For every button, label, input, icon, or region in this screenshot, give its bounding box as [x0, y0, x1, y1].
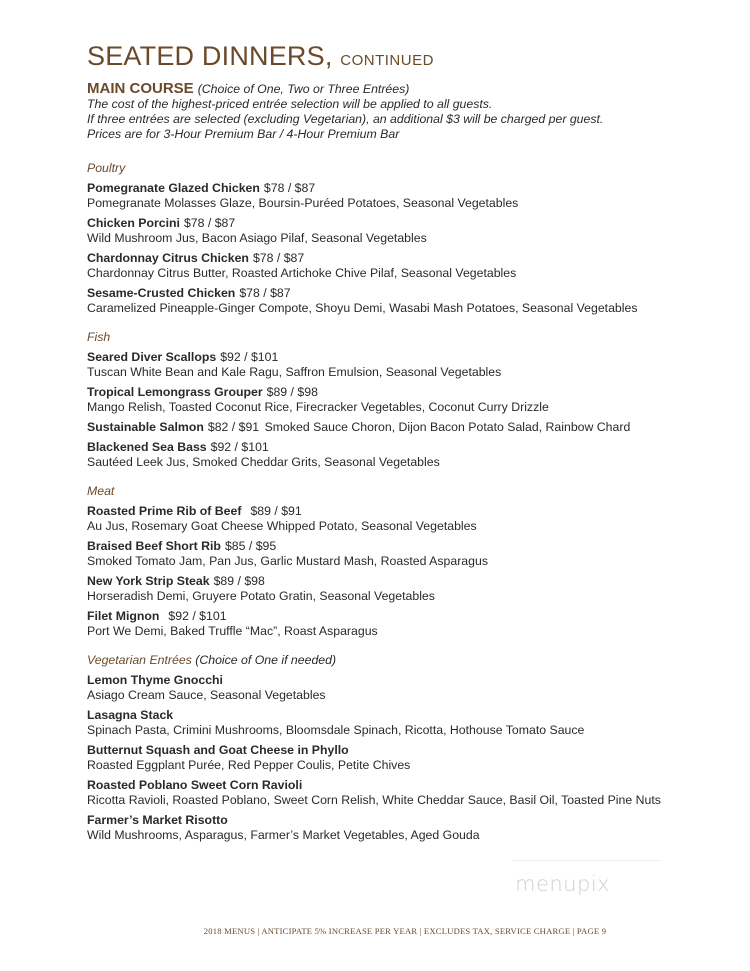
item-price: $92 / $101	[210, 440, 269, 454]
item-price: $78 / $87	[183, 216, 236, 230]
watermark-divider	[512, 860, 662, 861]
intro-line: If three entrées are selected (excluding Vegetarian), an additional $3 will be charged per guest.	[87, 112, 604, 126]
item-price: $89 / $98	[213, 574, 265, 588]
item-description: Smoked Tomato Jam, Pan Jus, Garlic Mustard Mash, Roasted Asparagus	[87, 554, 488, 568]
page-title	[87, 40, 687, 77]
intro-line: Prices are for 3-Hour Premium Bar / 4-Hour Premium Bar	[87, 127, 400, 141]
main-course-heading	[87, 81, 687, 97]
item-price: $78 / $87	[252, 251, 305, 265]
watermark-logo: menupix	[515, 872, 611, 896]
menu-item	[87, 420, 687, 435]
item-description: Pomegranate Molasses Glaze, Boursin-Puréed Potatoes, Seasonal Vegetables	[87, 196, 519, 210]
item-description: Mango Relish, Toasted Coconut Rice, Firecracker Vegetables, Coconut Curry Drizzle	[87, 400, 549, 414]
item-price: $92 / $101	[168, 609, 227, 623]
menu-item	[87, 574, 687, 604]
section-heading-label: Vegetarian Entrées	[87, 653, 192, 667]
item-price: $92 / $101	[220, 350, 279, 364]
menu-page	[87, 40, 687, 843]
item-description: Roasted Eggplant Purée, Red Pepper Coulis, Petite Chives	[87, 758, 411, 772]
item-name: Braised Beef Short Rib	[87, 539, 221, 553]
menu-item	[87, 778, 687, 808]
item-description: Au Jus, Rosemary Goat Cheese Whipped Potato, Seasonal Vegetables	[87, 519, 477, 533]
menu-item	[87, 350, 687, 380]
section-fish	[87, 330, 687, 470]
item-description: Tuscan White Bean and Kale Ragu, Saffron Emulsion, Seasonal Vegetables	[87, 365, 502, 379]
menu-item	[87, 609, 687, 639]
main-course-note: (Choice of One, Two or Three Entrées)	[197, 82, 410, 96]
item-name: Roasted Poblano Sweet Corn Ravioli	[87, 778, 303, 792]
item-price: $82 / $91	[207, 420, 260, 434]
section-poultry	[87, 161, 687, 316]
item-name: Filet Mignon	[87, 609, 160, 623]
item-description: Asiago Cream Sauce, Seasonal Vegetables	[87, 688, 326, 702]
item-name: Chardonnay Citrus Chicken	[87, 251, 249, 265]
intro-line: The cost of the highest-priced entrée selection will be applied to all guests.	[87, 97, 493, 111]
menu-item	[87, 539, 687, 569]
section-vegetarian	[87, 653, 687, 843]
item-price: $78 / $87	[239, 286, 291, 300]
item-description: Horseradish Demi, Gruyere Potato Gratin, Seasonal Vegetables	[87, 589, 435, 603]
section-heading	[87, 653, 687, 668]
item-description: Wild Mushrooms, Asparagus, Farmer’s Market Vegetables, Aged Gouda	[87, 828, 480, 842]
item-price: $85 / $95	[224, 539, 277, 553]
section-heading: Poultry	[87, 161, 126, 175]
item-name: Sustainable Salmon	[87, 420, 204, 434]
item-price: $89 / $98	[266, 385, 318, 399]
item-name: Tropical Lemongrass Grouper	[87, 385, 263, 399]
item-description: Wild Mushroom Jus, Bacon Asiago Pilaf, Seasonal Vegetables	[87, 231, 427, 245]
page-title-main: SEATED DINNERS,	[87, 41, 333, 71]
item-description: Port We Demi, Baked Truffle “Mac”, Roast Asparagus	[87, 624, 378, 638]
menu-item	[87, 743, 687, 773]
item-name: New York Strip Steak	[87, 574, 210, 588]
footer-text: 2018 MENUS | ANTICIPATE 5% INCREASE PER YEAR | EXCLUDES TAX, SERVICE CHARGE | PAGE 9	[203, 926, 607, 936]
page-title-suffix: CONTINUED	[340, 52, 434, 69]
menu-item	[87, 251, 687, 281]
item-name: Pomegranate Glazed Chicken	[87, 181, 260, 195]
item-name: Butternut Squash and Goat Cheese in Phyllo	[87, 743, 349, 757]
item-description: Sautéed Leek Jus, Smoked Cheddar Grits, Seasonal Vegetables	[87, 455, 440, 469]
section-meat	[87, 484, 687, 639]
menu-item	[87, 813, 687, 843]
menu-item	[87, 673, 687, 703]
item-price: $89 / $91	[250, 504, 302, 518]
item-name: Farmer’s Market Risotto	[87, 813, 228, 827]
item-name: Roasted Prime Rib of Beef	[87, 504, 242, 518]
item-name: Blackened Sea Bass	[87, 440, 207, 454]
menu-item	[87, 708, 687, 738]
menu-item	[87, 181, 687, 211]
menu-item	[87, 440, 687, 470]
menu-item	[87, 385, 687, 415]
item-name: Lasagna Stack	[87, 708, 174, 722]
main-course-label: MAIN COURSE	[87, 80, 194, 97]
item-price: $78 / $87	[263, 181, 316, 195]
menu-item	[87, 286, 687, 316]
section-subheading: (Choice of One if needed)	[195, 653, 337, 667]
item-name: Lemon Thyme Gnocchi	[87, 673, 223, 687]
menu-item	[87, 504, 687, 534]
item-description: Caramelized Pineapple-Ginger Compote, Shoyu Demi, Wasabi Mash Potatoes, Seasonal Vegetables	[87, 301, 638, 315]
item-name: Seared Diver Scallops	[87, 350, 217, 364]
item-description: Smoked Sauce Choron, Dijon Bacon Potato Salad, Rainbow Chard	[264, 420, 631, 434]
page-footer	[0, 926, 750, 936]
item-name: Sesame-Crusted Chicken	[87, 286, 236, 300]
section-heading: Fish	[87, 330, 111, 344]
menu-item	[87, 216, 687, 246]
item-description: Ricotta Ravioli, Roasted Poblano, Sweet Corn Relish, White Cheddar Sauce, Basil Oil, Toasted Pine Nuts	[87, 793, 661, 807]
item-description: Spinach Pasta, Crimini Mushrooms, Bloomsdale Spinach, Ricotta, Hothouse Tomato Sauce	[87, 723, 585, 737]
section-heading: Meat	[87, 484, 115, 498]
item-name: Chicken Porcini	[87, 216, 180, 230]
item-description: Chardonnay Citrus Butter, Roasted Artichoke Chive Pilaf, Seasonal Vegetables	[87, 266, 517, 280]
